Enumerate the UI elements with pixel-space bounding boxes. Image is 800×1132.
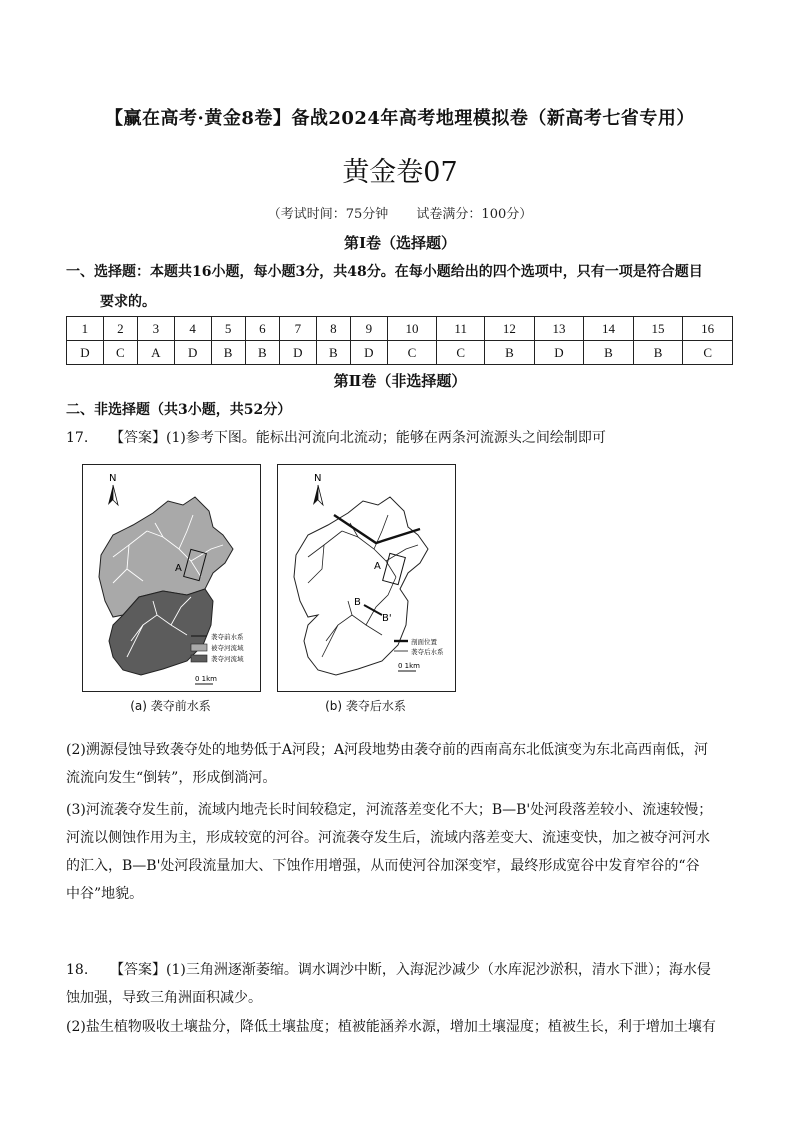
legend-item-1: 袭夺前水系	[211, 633, 244, 641]
answer-number-cell: 12	[485, 317, 535, 341]
north-arrow-outline-icon	[113, 485, 118, 505]
answer-letter-row	[67, 341, 733, 365]
answer-number-cell: 5	[211, 317, 245, 341]
answer-number-cell: 6	[245, 317, 279, 341]
answer-letter-cell: C	[103, 341, 137, 365]
part2-section-title: 二、非选择题（共3小题，共52分）	[66, 402, 292, 418]
q18-answer-1: 【答案】(1)三角洲逐渐萎缩。调水调沙中断，入海泥沙减少（水库泥沙淤积，清水下泄）；海水侵	[110, 962, 711, 978]
answer-number-cell: 8	[316, 317, 350, 341]
answer-letter-cell: D	[279, 341, 316, 365]
answer-letter-cell: B	[485, 341, 535, 365]
q17-part3-line3: 的汇入，B—B'处河段流量加大、下蚀作用增强，从而使河谷加深变窄，最终形成宽谷中发育窄谷的“谷	[66, 858, 700, 874]
legend-item-2: 袭夺后水系	[411, 648, 444, 656]
exam-time: （考试时间：75分钟	[267, 207, 389, 222]
q18-line2: 蚀加强，导致三角洲面积减少。	[66, 990, 262, 1006]
answer-number-cell: 4	[174, 317, 211, 341]
answer-letter-cell: D	[174, 341, 211, 365]
q17-part3-line4: 中谷”地貌。	[66, 886, 144, 902]
legend-item-3: 袭夺河流域	[211, 655, 244, 663]
map-before-svg	[83, 465, 260, 691]
label-a: A	[175, 563, 182, 574]
answer-number-cell: 11	[437, 317, 485, 341]
answer-number-row	[67, 317, 733, 341]
q17-part3	[66, 796, 736, 908]
label-a: A	[374, 561, 381, 572]
legend-swatch-2	[191, 655, 207, 662]
figure-b-caption: (b) 袭夺后水系	[325, 699, 406, 713]
scale-label: 0 1km	[398, 662, 421, 670]
basin-outline	[294, 497, 428, 675]
q17-part3-line1: (3)河流袭夺发生前，流域内地壳长时间较稳定，河流落差变化不大；B—B'处河段落差较小、流速较慢；	[66, 802, 713, 818]
north-arrow-outline-icon	[318, 485, 323, 505]
q18-number: 18.	[66, 962, 89, 978]
figure-after-capture	[277, 464, 456, 692]
answer-number-cell: 13	[534, 317, 584, 341]
q17-part3-line2: 河流以侧蚀作用为主，形成较宽的河谷。河流袭夺发生后，流域内落差变大、流速变快，加之被夺河河水	[66, 830, 710, 846]
answer-letter-cell: C	[387, 341, 437, 365]
label-b: B	[354, 597, 361, 608]
q17-part2-line1: (2)溯源侵蚀导致袭夺处的地势低于A河段；A河段地势由袭夺前的西南高东北低演变为东北高西南低，河	[66, 742, 709, 758]
answer-letter-cell: D	[350, 341, 387, 365]
map-after-svg	[278, 465, 455, 691]
answer-letter-cell: B	[245, 341, 279, 365]
answer-letter-cell: D	[67, 341, 104, 365]
paper-title: 黄金卷07	[342, 157, 458, 188]
q17-number: 17.	[66, 430, 89, 446]
north-arrow-icon	[108, 485, 113, 505]
answer-number-cell: 15	[633, 317, 683, 341]
part1-instruction-cont: 要求的。	[100, 294, 156, 310]
q18-part2-line1: (2)盐生植物吸收土壤盐分，降低土壤盐度；植被能涵养水源，增加土壤湿度；植被生长，利于增加土壤有	[66, 1019, 716, 1035]
legend-item-1: 剖面位置	[411, 638, 437, 646]
series-title: 【赢在高考·黄金8卷】备战2024年高考地理模拟卷（新高考七省专用）	[105, 108, 695, 129]
answer-number-cell: 16	[683, 317, 733, 341]
answer-letter-cell: A	[137, 341, 174, 365]
answer-number-cell: 10	[387, 317, 437, 341]
north-label: N	[314, 473, 322, 484]
part1-title: 第Ⅰ卷（选择题）	[343, 234, 457, 252]
answer-number-cell: 2	[103, 317, 137, 341]
answer-letter-cell: D	[534, 341, 584, 365]
scale-label: 0 1km	[195, 675, 218, 683]
exam-meta	[0, 203, 800, 222]
answer-letter-cell: C	[683, 341, 733, 365]
answer-number-cell: 14	[584, 317, 634, 341]
answer-letter-cell: C	[437, 341, 485, 365]
answer-number-cell: 9	[350, 317, 387, 341]
answer-number-cell: 3	[137, 317, 174, 341]
label-b-prime: B'	[382, 613, 392, 624]
north-label: N	[109, 473, 117, 484]
answer-letter-cell: B	[633, 341, 683, 365]
part1-instruction: 一、选择题：本题共16小题，每小题3分，共48分。在每小题给出的四个选项中，只有一项是符合题目	[66, 264, 703, 280]
answer-table	[66, 316, 733, 365]
answer-number-cell: 7	[279, 317, 316, 341]
q17-part2	[66, 736, 736, 792]
legend-item-2: 被夺河流域	[211, 644, 244, 652]
full-score: 试卷满分：100分）	[416, 207, 533, 222]
part2-title: 第Ⅱ卷（非选择题）	[333, 372, 467, 390]
answer-number-cell: 1	[67, 317, 104, 341]
figure-a-caption: (a) 袭夺前水系	[130, 699, 211, 713]
north-arrow-icon	[313, 485, 318, 505]
q17-answer-1: 【答案】(1)参考下图。能标出河流向北流动；能够在两条河流源头之间绘制即可	[110, 430, 606, 446]
q18-line1	[66, 956, 736, 984]
q17-part2-line2: 流流向发生“倒转”，形成倒淌河。	[66, 770, 277, 786]
answer-letter-cell: B	[211, 341, 245, 365]
figure-before-capture	[82, 464, 261, 692]
q17-line1	[66, 424, 736, 452]
legend-swatch-1	[191, 644, 207, 651]
answer-letter-cell: B	[584, 341, 634, 365]
answer-letter-cell: B	[316, 341, 350, 365]
